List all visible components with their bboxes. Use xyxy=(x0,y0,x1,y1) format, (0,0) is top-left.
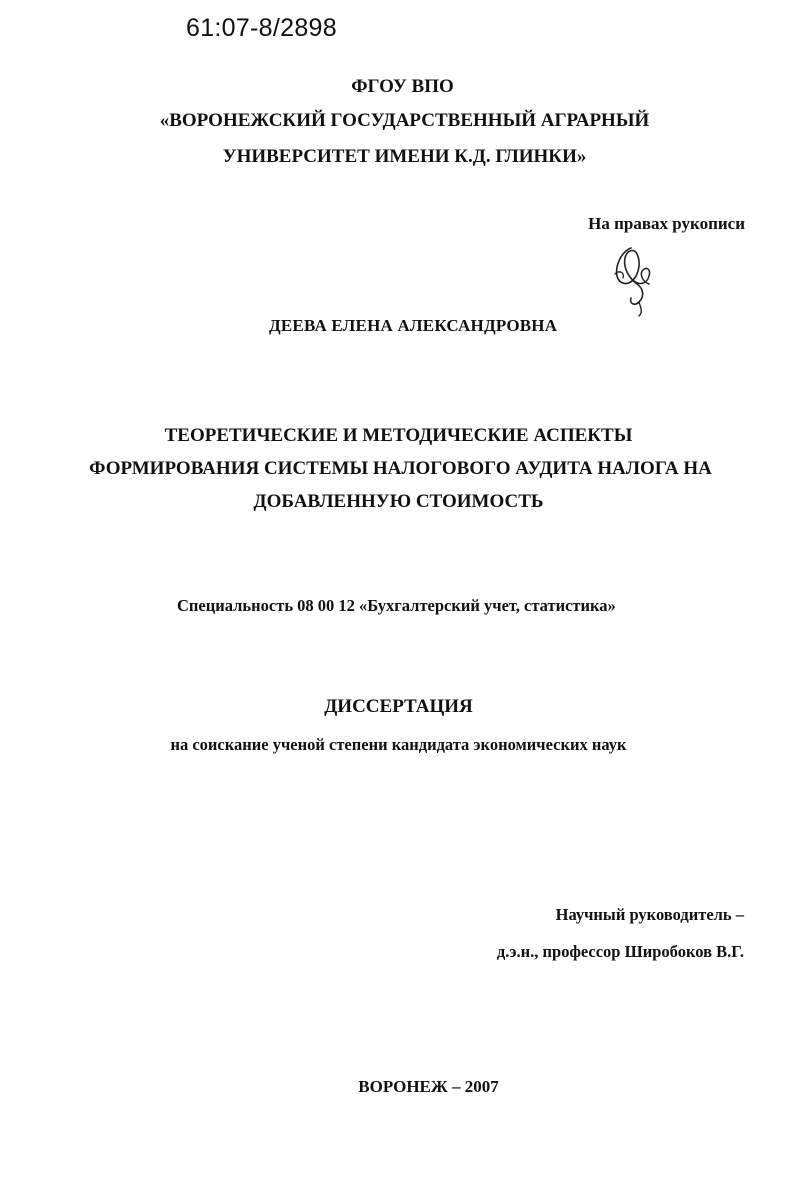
supervisor-role: Научный руководитель – xyxy=(555,905,744,924)
city-year: ВОРОНЕЖ – 2007 xyxy=(358,1077,499,1096)
institution-line-1: ФГОУ ВПО xyxy=(351,76,454,97)
manuscript-note: На правах рукописи xyxy=(588,214,745,233)
institution-line-3: УНИВЕРСИТЕТ ИМЕНИ К.Д. ГЛИНКИ» xyxy=(222,146,587,167)
institution-line-2: «ВОРОНЕЖСКИЙ ГОСУДАРСТВЕННЫЙ АГРАРНЫЙ xyxy=(159,110,650,131)
thesis-title-line-1: ТЕОРЕТИЧЕСКИЕ И МЕТОДИЧЕСКИЕ АСПЕКТЫ xyxy=(164,425,633,446)
specialty: Специальность 08 00 12 «Бухгалтерский учет, статистика» xyxy=(177,596,616,615)
author-name: ДЕЕВА ЕЛЕНА АЛЕКСАНДРОВНА xyxy=(269,316,558,335)
catalog-number: 61:07-8/2898 xyxy=(186,14,337,42)
signature-icon xyxy=(603,240,663,318)
supervisor-name: д.э.н., профессор Широбоков В.Г. xyxy=(496,942,744,961)
dissertation-label: ДИССЕРТАЦИЯ xyxy=(324,696,473,717)
degree-line: на соискание ученой степени кандидата экономических наук xyxy=(170,735,627,754)
thesis-title-line-3: ДОБАВЛЕННУЮ СТОИМОСТЬ xyxy=(253,491,544,512)
thesis-title-line-2: ФОРМИРОВАНИЯ СИСТЕМЫ НАЛОГОВОГО АУДИТА НАЛОГА НА xyxy=(89,458,712,479)
